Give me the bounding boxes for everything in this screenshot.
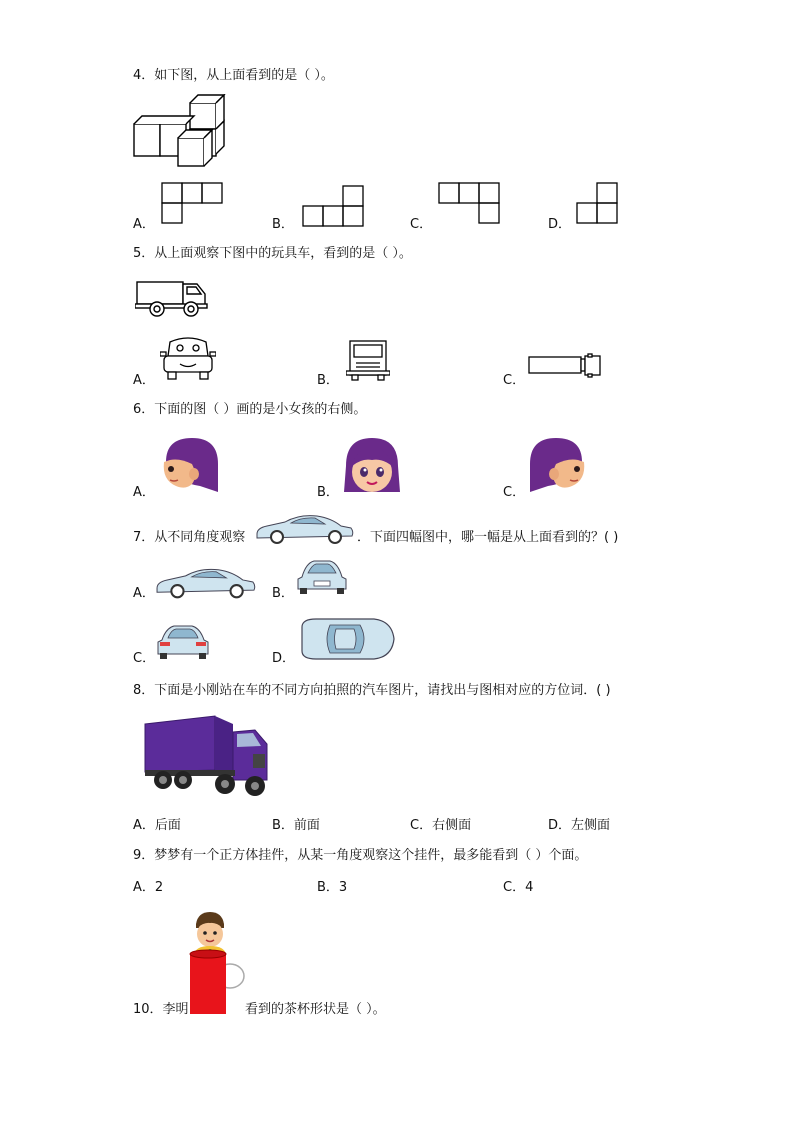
q5-option-c-label: C． [503, 373, 526, 388]
q4-option-b-label: B． [272, 217, 294, 232]
q4-option-d-label: D． [548, 217, 572, 232]
girl-head-left-profile-icon[interactable] [158, 436, 220, 494]
q6-stem: 6．下面的图（ ）画的是小女孩的右侧。 [133, 402, 367, 417]
sports-car-top-icon[interactable] [296, 617, 396, 661]
purple-truck-photo [143, 714, 273, 798]
q10-stem-end: 看到的茶杯形状是（ ）。 [245, 1002, 386, 1017]
q8-option-b[interactable]: B．前面 [272, 818, 320, 833]
toy-truck-top-icon[interactable] [528, 353, 604, 379]
toy-truck-front-face-icon[interactable] [160, 334, 216, 380]
toy-truck-front-icon[interactable] [346, 339, 390, 381]
q4-stem: 4．如下图，从上面看到的是（ ）。 [133, 68, 334, 83]
girl-head-front-icon[interactable] [342, 436, 402, 496]
q7-option-b-label: B． [272, 586, 294, 601]
sports-car-front-icon[interactable] [296, 557, 348, 595]
q4-option-d-grid[interactable] [576, 182, 620, 226]
q7-option-d-label: D． [272, 651, 296, 666]
q7-option-a-label: A． [133, 586, 155, 601]
q8-option-a[interactable]: A．后面 [133, 818, 181, 833]
sports-car-side-option-icon[interactable] [155, 565, 257, 599]
q4-option-c-label: C． [410, 217, 433, 232]
q9-stem: 9．梦梦有一个正方体挂件，从某一角度观察这个挂件，最多能看到（ ）个面。 [133, 848, 588, 863]
q6-option-c-label: C． [503, 485, 526, 500]
q5-option-a-label: A． [133, 373, 155, 388]
boy-behind-red-cup-illustration [186, 910, 248, 1016]
q7-stem-end: ．下面四幅图中，哪一幅是从上面看到的？( ) [357, 530, 619, 545]
girl-head-right-profile-icon[interactable] [528, 436, 590, 494]
sports-car-side-icon [255, 512, 355, 544]
q5-option-b-label: B． [317, 373, 339, 388]
q9-option-a[interactable]: A．2 [133, 880, 164, 895]
q4-option-b-grid[interactable] [302, 185, 366, 229]
q5-stem: 5．从上面观察下图中的玩具车，看到的是（ ）。 [133, 246, 412, 261]
sports-car-rear-icon[interactable] [156, 622, 210, 660]
q8-stem: 8．下面是小刚站在车的不同方向拍照的汽车图片，请找出与图相对应的方位词．( ) [133, 683, 611, 698]
q9-option-c[interactable]: C．4 [503, 880, 534, 895]
q7-stem-start: 7．从不同角度观察 [133, 530, 246, 545]
q10-stem-start: 10．李明 [133, 1002, 189, 1017]
q4-option-a-grid[interactable] [161, 182, 225, 226]
q6-option-b-label: B． [317, 485, 339, 500]
toy-truck-side-icon [135, 278, 210, 320]
q4-option-c-grid[interactable] [438, 182, 502, 226]
q8-option-c[interactable]: C．右侧面 [410, 818, 472, 833]
q4-cube-figure [132, 94, 227, 169]
q7-option-c-label: C． [133, 651, 156, 666]
q4-option-a-label: A． [133, 217, 155, 232]
q8-option-d[interactable]: D．左侧面 [548, 818, 611, 833]
q9-option-b[interactable]: B．3 [317, 880, 348, 895]
q6-option-a-label: A． [133, 485, 155, 500]
